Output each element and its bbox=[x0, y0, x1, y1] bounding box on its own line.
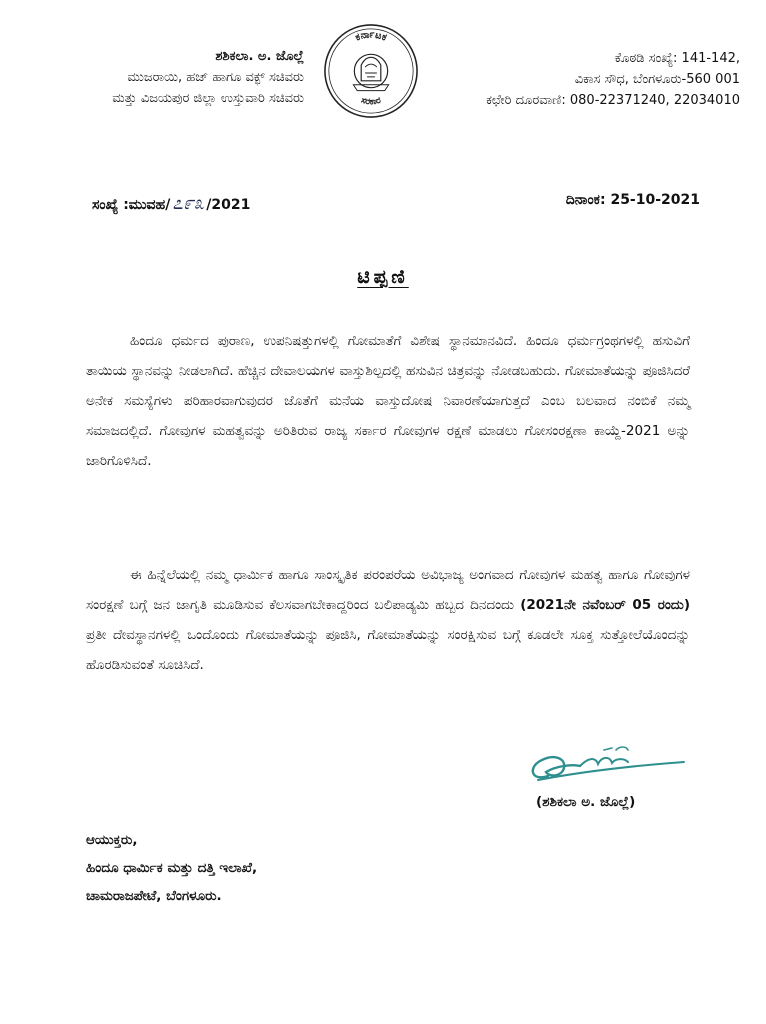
office-address: ವಿಕಾಸ ಸೌಧ, ಬೆಂಗಳೂರು-560 001 bbox=[574, 72, 740, 87]
sender-designation: ಮುಜರಾಯಿ, ಹಜ್ ಹಾಗೂ ವಕ್ಫ್ ಸಚಿವರು bbox=[127, 70, 304, 85]
paragraph-2-closing: ಪ್ರತೀ ದೇವಸ್ಥಾನಗಳಲ್ಲಿ ಒಂದೊಂದು ಗೋಮಾತೆಯನ್ನು ಪೂಜಿಸಿ, ಗೋಮಾತೆಯನ್ನು ಸಂರಕ್ಷಿಸುವ ಬಗ್ಗೆ ಕೂಡಲೇ ಸೂಕ್ತ ಸುತ್ತೋಲೆಯೊಂದನ್ನು ಹೊರಡಿಸುವಂತೆ ಸೂಚಿಸಿದೆ. bbox=[86, 626, 690, 673]
reference-handwritten-number: ೭೯೩ bbox=[172, 192, 205, 214]
sender-block bbox=[14, 46, 304, 109]
office-phone: ಕಛೇರಿ ದೂರವಾಣಿ: 080-22371240, 22034010 bbox=[486, 93, 740, 108]
karnataka-emblem-seal bbox=[322, 22, 420, 120]
recipient-address-block bbox=[86, 826, 257, 910]
recipient-department: ಹಿಂದೂ ಧಾರ್ಮಿಕ ಮತ್ತು ದತ್ತಿ ಇಲಾಖೆ, bbox=[86, 860, 258, 876]
reference-prefix: ಸಂಖ್ಯೆ :ಮುವಹ/ bbox=[92, 197, 171, 213]
emblem-bottom-text: ಸರಕಾರ bbox=[359, 95, 383, 108]
document-heading bbox=[0, 266, 766, 288]
body-paragraph-1: ಹಿಂದೂ ಧರ್ಮದ ಪುರಾಣ, ಉಪನಿಷತ್ತುಗಳಲ್ಲಿ ಗೋಮಾತೆಗೆ ವಿಶೇಷ ಸ್ಥಾನಮಾನವಿದೆ. ಹಿಂದೂ ಧರ್ಮಗ್ರಂಥಗಳಲ್ಲಿ ಹಸುವಿಗೆ ತಾಯಿಯ ಸ್ಥಾನವನ್ನು ನೀಡಲಾಗಿದೆ. ಹೆಚ್ಚಿನ ದೇವಾಲಯಗಳ ವಾಸ್ತುಶಿಲ್ಪದಲ್ಲಿ ಹಸುವಿನ ಚಿತ್ರವನ್ನು ನೋಡಬಹುದು. ಗೋಮಾತೆಯನ್ನು ಪೂಜಿಸಿದರೆ ಅನೇಕ ಸಮಸ್ಯೆಗಳು ಪರಿಹಾರವಾಗುವುದರ ಜೊತೆಗೆ ಮನೆಯ ವಾಸ್ತುದೋಷ ನಿವಾರಣೆಯಾಗುತ್ತದೆ ಎಂಬ ಬಲವಾದ ನಂಬಿಕೆ ನಮ್ಮ ಸಮಾಜದಲ್ಲಿದೆ. ಗೋವುಗಳ ಮಹತ್ವವನ್ನು ಅರಿತಿರುವ ರಾಜ್ಯ ಸರ್ಕಾರ ಗೋವುಗಳ ರಕ್ಷಣೆ ಮಾಡಲು ಗೋಸಂರಕ್ಷಣಾ ಕಾಯ್ದೆ-2021 ಅನ್ನು ಜಾರಿಗೊಳಿಸಿದೆ. bbox=[86, 332, 690, 469]
reference-number bbox=[92, 192, 250, 214]
sender-additional-charge: ಮತ್ತು ವಿಜಯಪುರ ಜಿಲ್ಲಾ ಉಸ್ತುವಾರಿ ಸಚಿವರು bbox=[112, 91, 304, 106]
signer-name: (ಶಶಿಕಲಾ ಅ. ಜೊಲ್ಲೆ) bbox=[536, 794, 636, 810]
body-paragraph-2 bbox=[86, 560, 690, 680]
paragraph-2-date-highlight: (2021ನೇ ನವೆಂಬರ್ 05 ರಂದು) bbox=[520, 596, 690, 613]
recipient-location: ಚಾಮರಾಜಪೇಟೆ, ಬೆಂಗಳೂರು. bbox=[86, 888, 222, 904]
recipient-title: ಆಯುಕ್ತರು, bbox=[86, 832, 138, 848]
handwritten-signature bbox=[520, 736, 690, 796]
svg-text:ಕರ್ನಾಟಕ bbox=[354, 29, 389, 44]
emblem-top-text: ಕರ್ನಾಟಕ bbox=[353, 29, 389, 44]
office-room-number: ಕೊಠಡಿ ಸಂಖ್ಯೆ: 141-142, bbox=[614, 51, 740, 66]
reference-suffix: /2021 bbox=[206, 197, 251, 213]
office-address-block bbox=[440, 48, 740, 111]
sender-name: ಶಶಿಕಲಾ. ಅ. ಜೊಲ್ಲೆ bbox=[215, 49, 304, 64]
letter-date: ದಿನಾಂಕ: 25-10-2021 bbox=[565, 192, 700, 208]
paragraph-2-intro: ಈ ಹಿನ್ನೆಲೆಯಲ್ಲಿ ನಮ್ಮ ಧಾರ್ಮಿಕ ಹಾಗೂ ಸಾಂಸ್ಕೃತಿಕ ಪರಂಪರೆಯ ಅವಿಭಾಜ್ಯ ಅಂಗವಾದ ಗೋವುಗಳ ಮಹತ್ವ ಹಾಗೂ ಗೋವುಗಳ ಸಂರಕ್ಷಣೆ ಬಗ್ಗೆ ಜನ ಜಾಗೃತಿ ಮೂಡಿಸುವ ಕೆಲಸವಾಗಬೇಕಾದ್ದರಿಂದ ಬಲಿಪಾಡ್ಯಮಿ ಹಬ್ಬದ ದಿನದಂದು bbox=[86, 566, 690, 613]
svg-text:ಸರಕಾರ bbox=[360, 96, 383, 108]
heading-text: ಟಿಪ್ಪಣಿ bbox=[357, 266, 409, 288]
